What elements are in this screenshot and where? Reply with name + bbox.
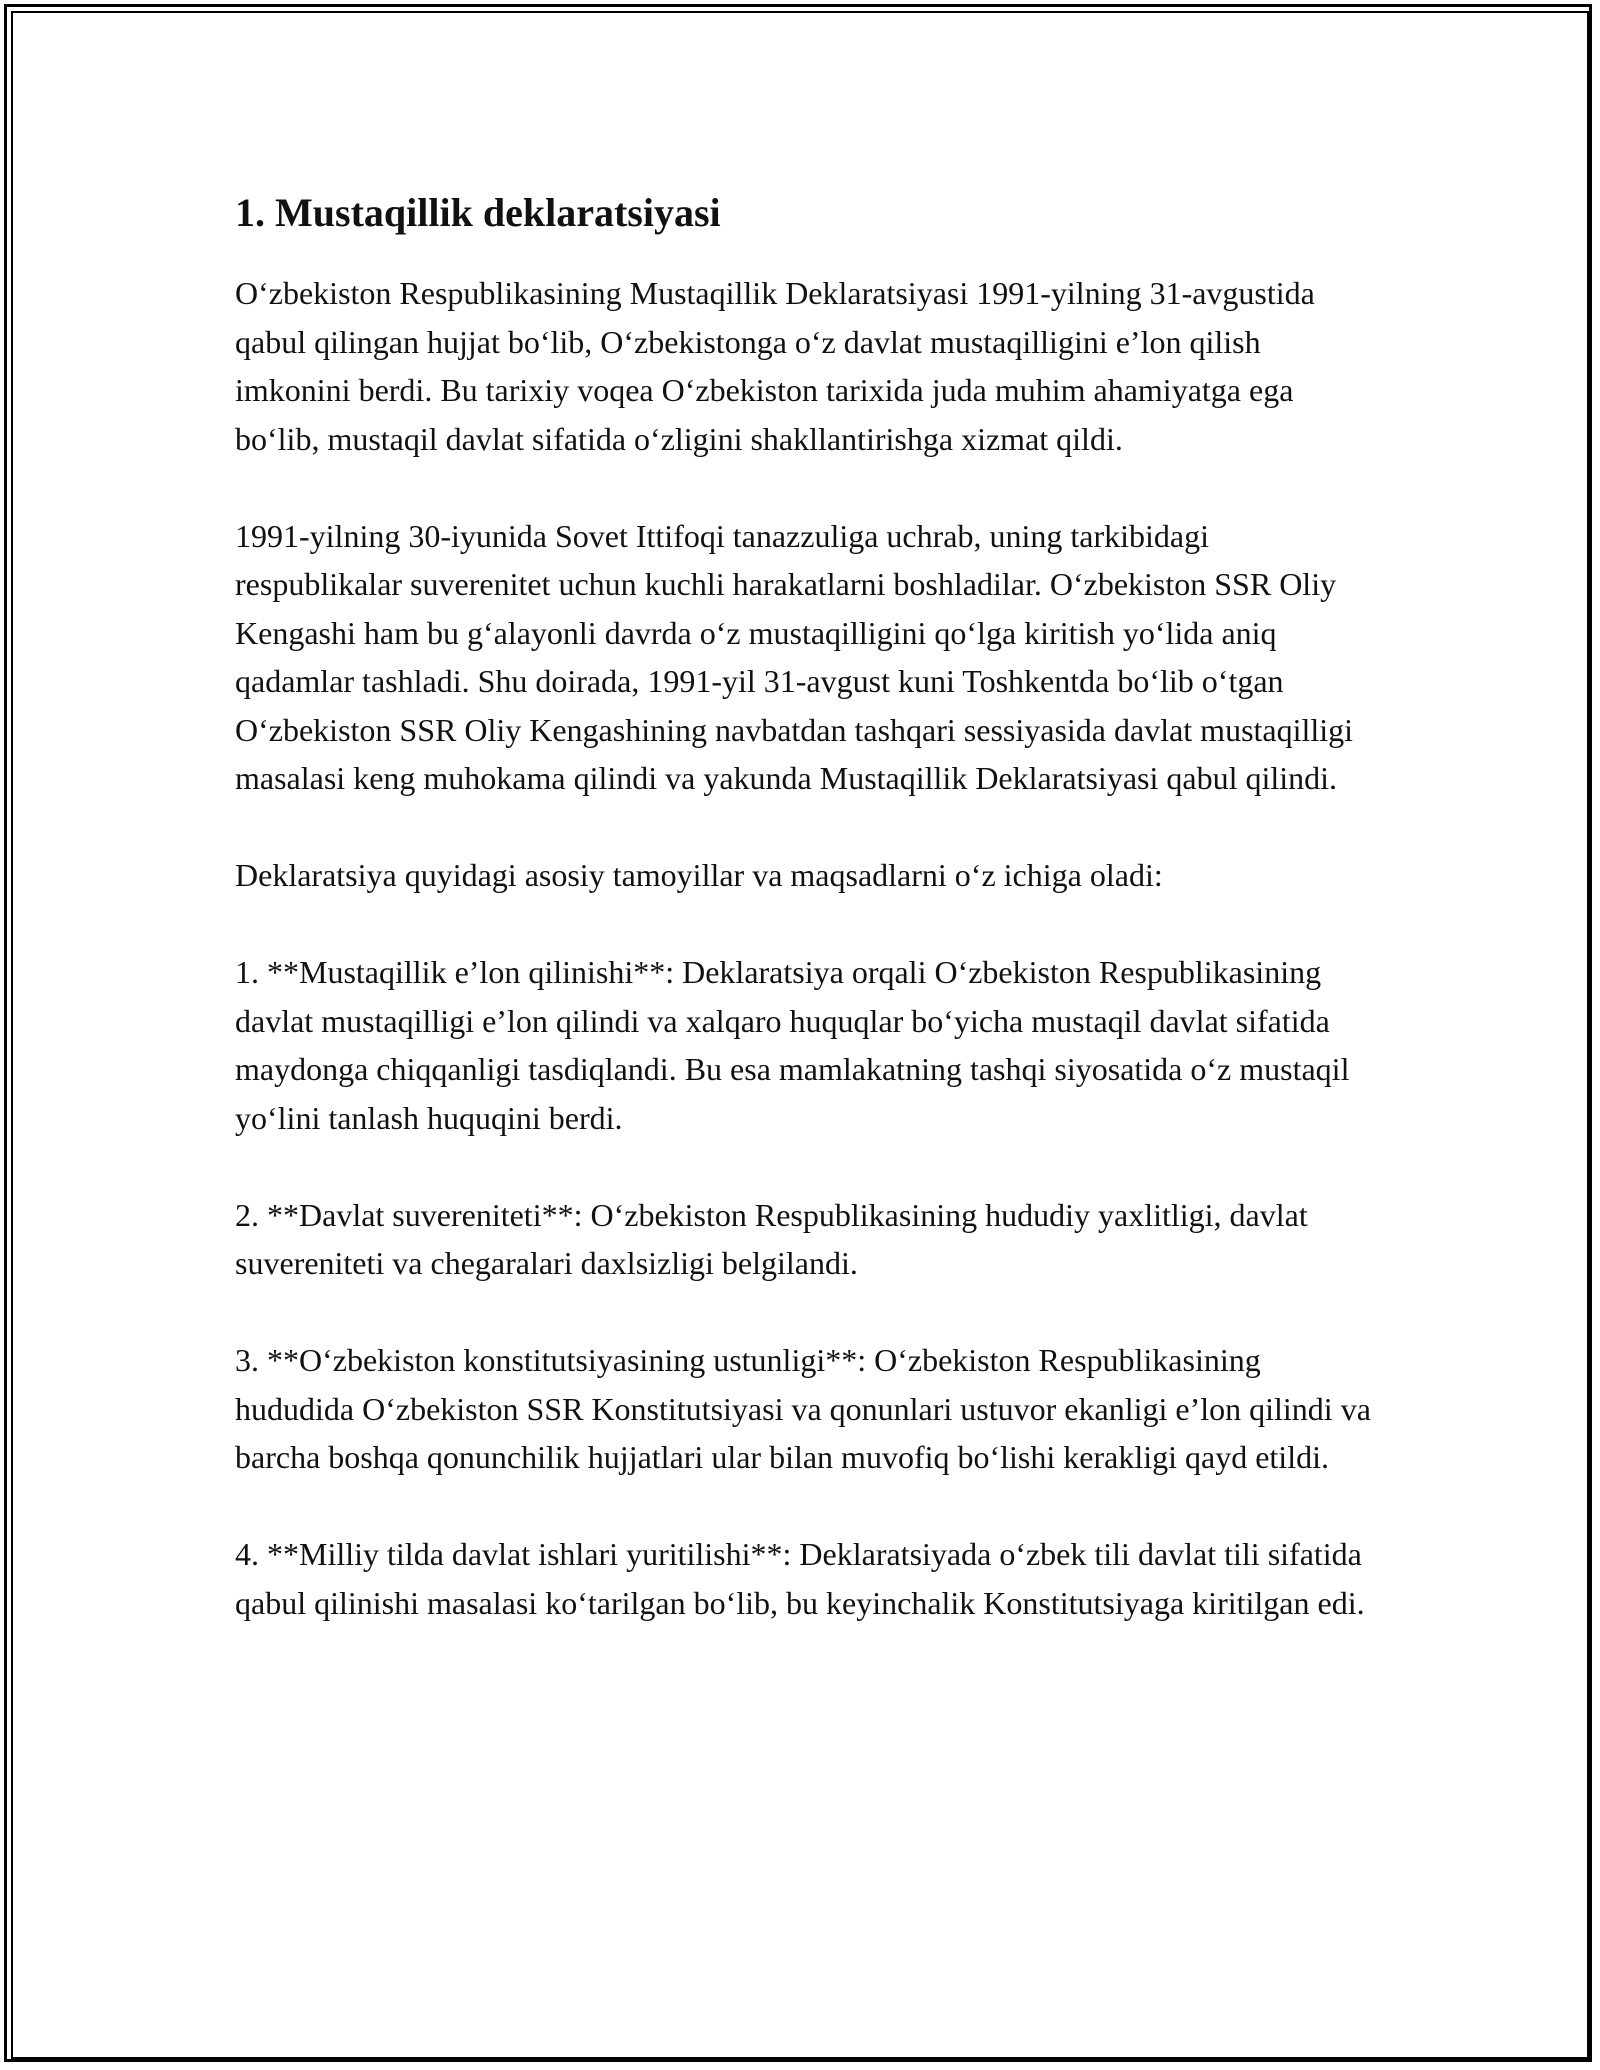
list-item-1: 1. **Mustaqillik e’lon qilinishi**: Deklaratsiya orqali O‘zbekiston Respublikasining davlat mustaqilligi e’lon qilindi va xalqaro huquqlar bo‘yicha mustaqil davlat sifatida maydonga chiqqanligi tasdiqlandi. Bu esa mamlakatning tashqi siyosatida o‘z mustaqil yo‘lini tanlash huquqini berdi. xyxy=(235,954,1350,1136)
document-body xyxy=(235,185,1375,1676)
paragraph-history: 1991-yilning 30-iyunida Sovet Ittifoqi tanazzuliga uchrab, uning tarkibidagi respublikalar suverenitet uchun kuchli harakatlarni boshladilar. O‘zbekiston SSR Oliy Kengashi ham bu g‘alayonli davrda o‘z mustaqilligini qo‘lga kiritish yo‘lida aniq qadamlar tashladi. Shu doirada, 1991-yil 31-avgust kuni Toshkentda bo‘lib o‘tgan O‘zbekiston SSR Oliy Kengashining navbatdan tashqari sessiyasida davlat mustaqilligi masalasi keng muhokama qilindi va yakunda Mustaqillik Deklaratsiyasi qabul qilindi. xyxy=(235,517,1354,796)
list-item-4: 4. **Milliy tilda davlat ishlari yuritilishi**: Deklaratsiyada o‘zbek tili davlat tili sifatida qabul qilinishi masalasi ko‘tarilgan bo‘lib, bu keyinchalik Konstitutsiyaga kiritilgan edi. xyxy=(235,1536,1365,1621)
paragraph-intro: O‘zbekiston Respublikasining Mustaqillik Deklaratsiyasi 1991-yilning 31-avgustida qabul qilingan hujjat bo‘lib, O‘zbekistonga o‘z davlat mustaqilligini e’lon qilish imkonini berdi. Bu tarixiy voqea O‘zbekiston tarixida juda muhim ahamiyatga ega bo‘lib, mustaqil davlat sifatida o‘zligini shakllantirishga xizmat qildi. xyxy=(235,275,1315,457)
list-item-3: 3. **O‘zbekiston konstitutsiyasining ustunligi**: O‘zbekiston Respublikasining hududida O‘zbekiston SSR Konstitutsiyasi va qonunlari ustuvor ekanligi e’lon qilindi va barcha boshqa qonunchilik hujjatlari ular bilan muvofiq bo‘lishi kerakligi qayd etildi. xyxy=(235,1342,1371,1475)
list-item-2: 2. **Davlat suvereniteti**: O‘zbekiston Respublikasining hududiy yaxlitligi, davlat suvereniteti va chegaralari daxlsizligi belgilandi. xyxy=(235,1196,1308,1281)
document-title: 1. Mustaqillik deklaratsiyasi xyxy=(235,190,721,235)
paragraph-principles-intro: Deklaratsiya quyidagi asosiy tamoyillar va maqsadlarni o‘z ichiga oladi: xyxy=(235,857,1163,893)
